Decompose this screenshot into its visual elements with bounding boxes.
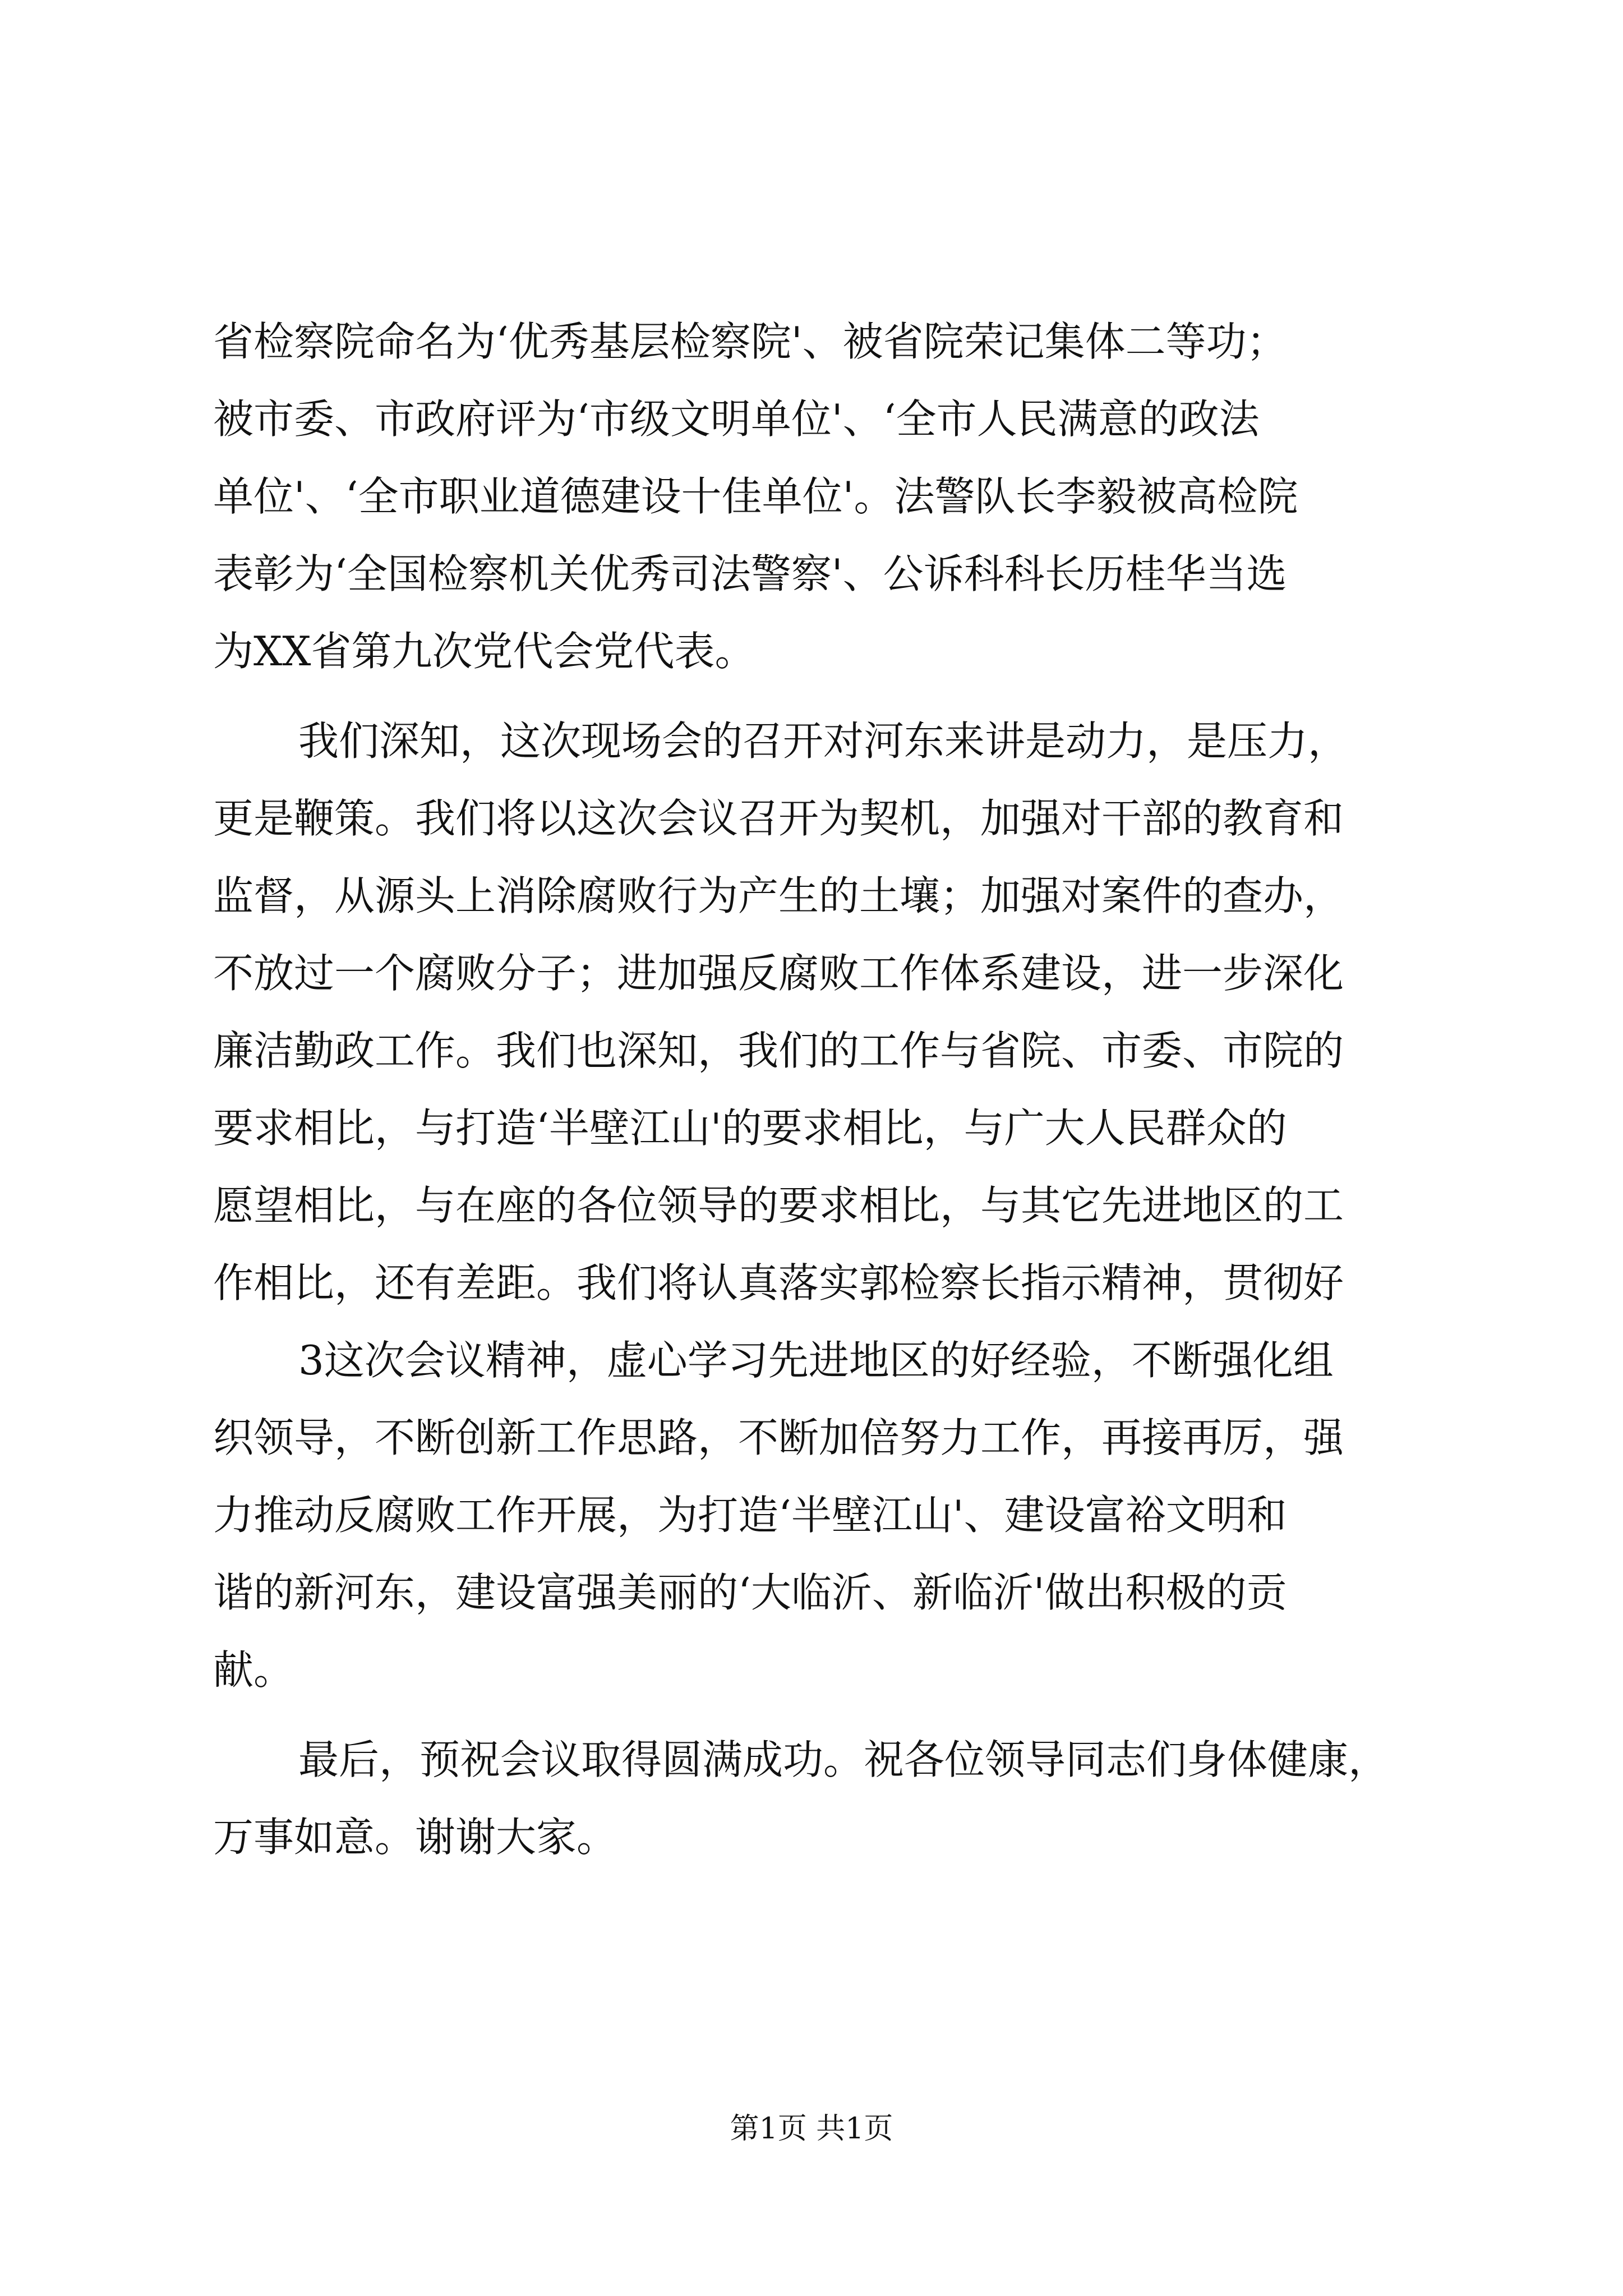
text-line: 力推动反腐败工作开展，为打造‘半壁江山'、建设富裕文明和 <box>213 1492 1287 1539</box>
paragraph-start-line: 最后，预祝会议取得圆满成功。祝各位领导同志们身体健康， <box>298 1736 1389 1783</box>
paragraph-start-line: 我们深知，这次现场会的召开对河东来讲是动力，是压力， <box>298 717 1349 765</box>
page-number-label: 第1页 共1页 <box>730 2112 893 2146</box>
text-line: 被市委、市政府评为‘市级文明单位'、‘全市人民满意的政法 <box>213 395 1260 443</box>
text-line: 廉洁勤政工作。我们也深知，我们的工作与省院、市委、市院的 <box>213 1027 1344 1074</box>
text-line: 为XX省第九次党代会党代表。 <box>213 628 755 675</box>
text-line: 单位'、‘全市职业道德建设十佳单位'。法警队长李毅被高检院 <box>213 473 1298 520</box>
text-line: 织领导，不断创新工作思路，不断加倍努力工作，再接再厉，强 <box>213 1414 1344 1461</box>
text-line: 不放过一个腐败分子；进加强反腐败工作体系建设，进一步深化 <box>213 950 1344 997</box>
text-line: 献。 <box>213 1646 294 1694</box>
text-line: 万事如意。谢谢大家。 <box>213 1814 617 1861</box>
text-line: 作相比，还有差距。我们将认真落实郭检察长指示精神，贯彻好 <box>213 1259 1344 1306</box>
text-line: 监督，从源头上消除腐败行为产生的土壤；加强对案件的查办， <box>213 872 1344 919</box>
text-line: 省检察院命名为‘优秀基层检察院'、被省院荣记集体二等功； <box>213 318 1287 365</box>
page-footer <box>0 2109 1623 2148</box>
text-line: 更是鞭策。我们将以这次会议召开为契机，加强对干部的教育和 <box>213 795 1344 842</box>
text-line: 愿望相比，与在座的各位领导的要求相比，与其它先进地区的工 <box>213 1182 1344 1229</box>
text-line: 要求相比，与打造‘半壁江山'的要求相比，与广大人民群众的 <box>213 1105 1287 1152</box>
text-line: 3这次会议精神，虚心学习先进地区的好经验，不断强化组 <box>298 1337 1334 1384</box>
text-line: 表彰为‘全国检察机关优秀司法警察'、公诉科科长历桂华当选 <box>213 550 1287 597</box>
text-line: 谐的新河东，建设富强美丽的‘大临沂、新临沂'做出积极的贡 <box>213 1569 1287 1616</box>
document-body <box>213 303 1424 1876</box>
